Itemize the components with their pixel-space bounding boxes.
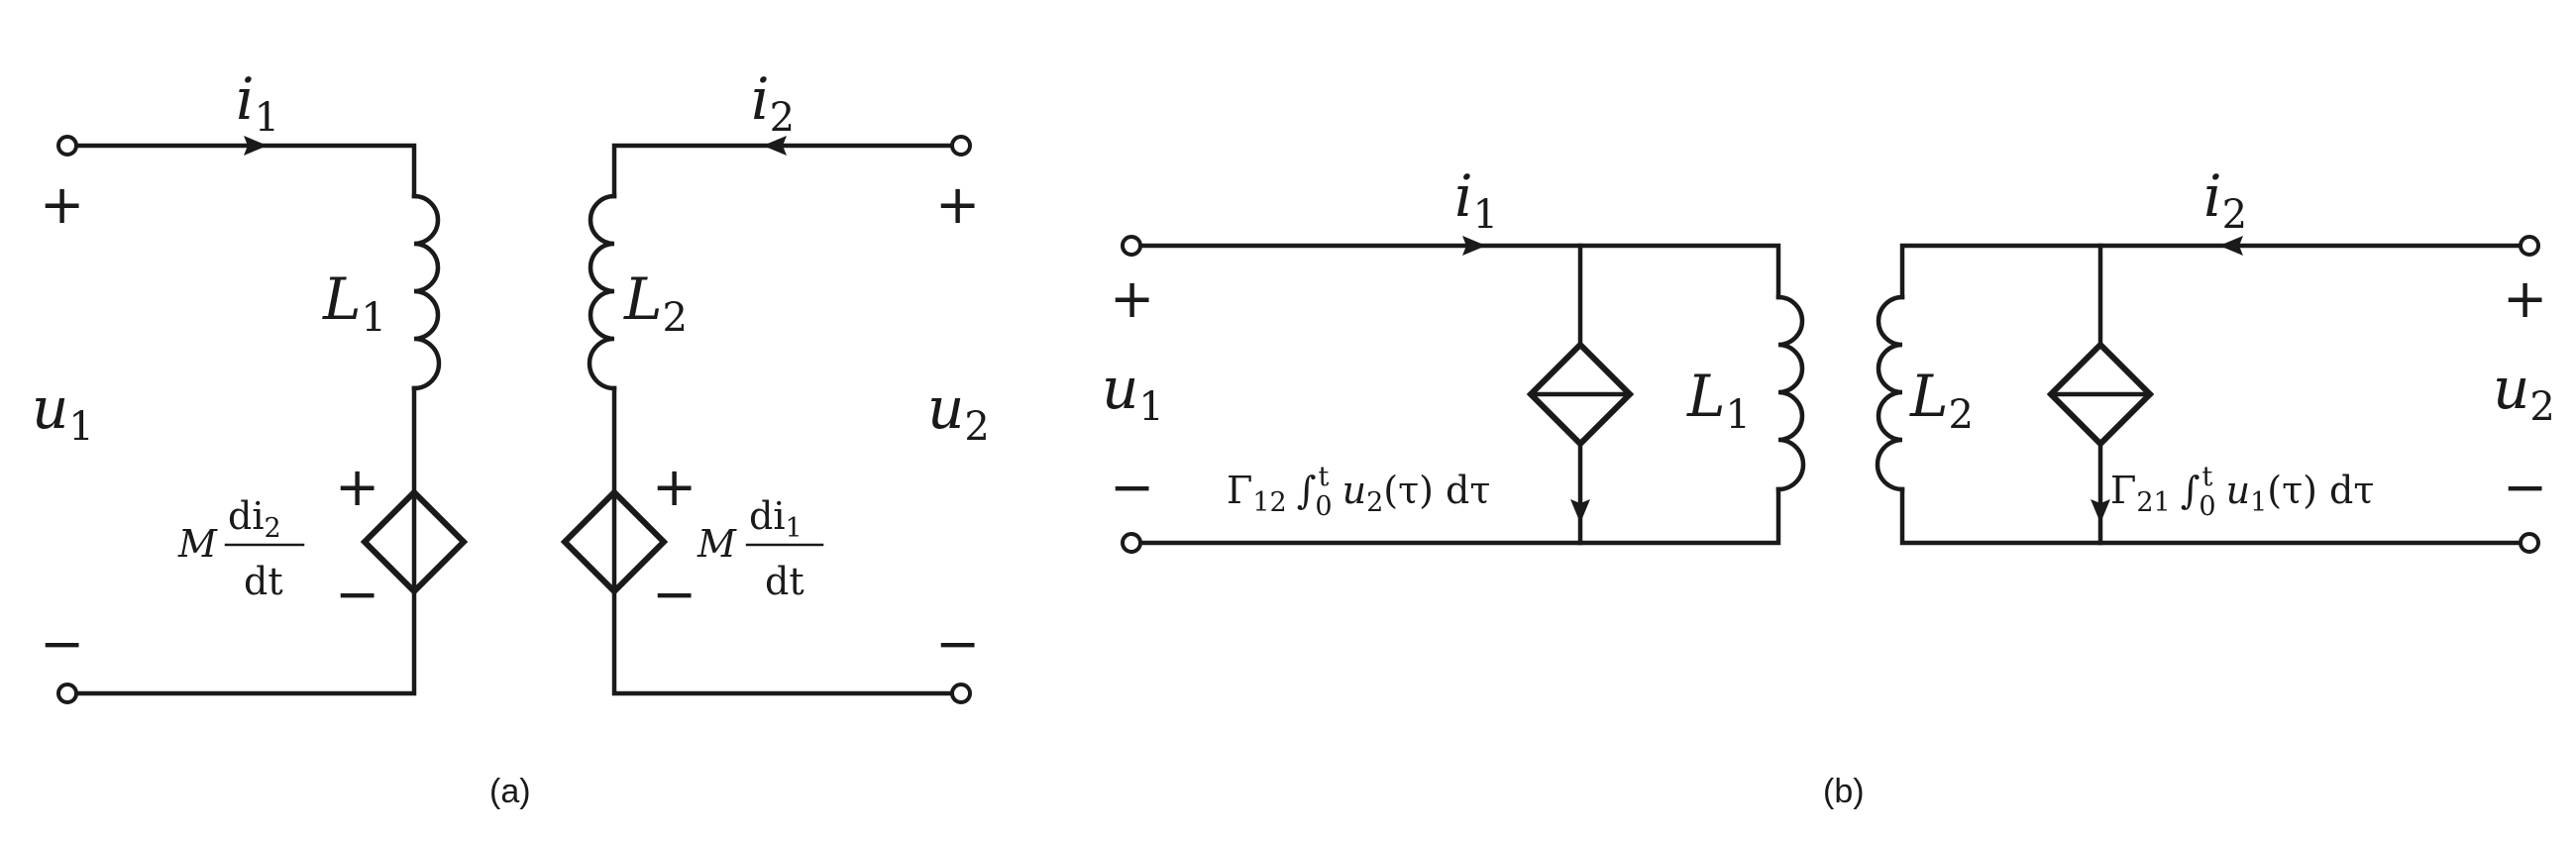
b-port1-voltage: $u_1$ <box>1102 355 1164 430</box>
a-port1-terminal-bottom <box>58 684 76 702</box>
b-current2-label: $i_2$ <box>2203 162 2248 238</box>
a-source1-coef: M <box>178 522 217 566</box>
b-port1-plus: + <box>1110 267 1155 330</box>
a-inductor2-coil <box>590 196 614 388</box>
a-port2-voltage: $u_2$ <box>927 374 990 450</box>
a-inductor1-coil <box>414 196 439 388</box>
a-source1-plus: + <box>335 456 380 518</box>
a-port1-terminal-top <box>58 137 76 155</box>
a-inductor2-label: $L_2$ <box>624 265 688 341</box>
panel-a-caption: (a) <box>489 773 531 810</box>
b-port1-terminal-top <box>1123 237 1140 255</box>
b-inductor2-coil <box>1878 297 1902 489</box>
b-port2-terminal-top <box>2521 237 2538 255</box>
panel-a <box>32 65 990 810</box>
a-port2-plus: + <box>935 173 981 236</box>
a-port1-plus: + <box>40 173 85 236</box>
a-source2-denominator: dt <box>765 560 805 603</box>
a-source2-numerator: $di_1$ <box>749 494 803 544</box>
b-port2-minus: − <box>2503 456 2548 518</box>
a-source1-denominator: dt <box>244 560 283 603</box>
a-current1-label: $i_1$ <box>236 65 280 141</box>
b-top-wire-2 <box>1902 246 2522 297</box>
b-port2-plus: + <box>2503 267 2548 330</box>
a-source2-coef: M <box>698 522 736 566</box>
a-source2-minus: − <box>652 563 698 625</box>
b-source1-control-label: $\Gamma_{12}$ ∫$^t$ 0 $u_2(\tau)$ dτ <box>1227 462 1491 522</box>
b-inductor2-label: $L_2$ <box>1910 363 1974 438</box>
a-port1-minus: − <box>40 612 85 675</box>
b-top-wire-1 <box>1137 246 1778 297</box>
a-current2-label: $i_2$ <box>751 65 796 141</box>
a-port1-voltage: $u_1$ <box>32 374 94 450</box>
b-inductor1-label: $L_1$ <box>1687 363 1751 438</box>
b-port2-voltage: $u_2$ <box>2493 355 2555 430</box>
a-source2-plus: + <box>652 456 698 518</box>
panel-b <box>1102 162 2555 810</box>
b-current1-label: $i_1$ <box>1454 162 1499 238</box>
b-port1-minus: − <box>1110 456 1155 518</box>
a-port2-terminal-bottom <box>952 684 970 702</box>
a-source1-minus: − <box>335 563 380 625</box>
b-source2-control-label: $\Gamma_{21}$ ∫$^t$ 0 $u_1(\tau)$ dτ <box>2110 462 2375 522</box>
b-port2-terminal-bottom <box>2521 534 2538 552</box>
a-port2-minus: − <box>935 612 981 675</box>
a-source1-numerator: $di_2$ <box>228 494 281 544</box>
a-port2-terminal-top <box>952 137 970 155</box>
b-inductor1-coil <box>1778 297 1803 489</box>
panel-b-caption: (b) <box>1823 773 1865 810</box>
b-port1-terminal-bottom <box>1123 534 1140 552</box>
a-inductor1-label: $L_1$ <box>323 265 386 341</box>
